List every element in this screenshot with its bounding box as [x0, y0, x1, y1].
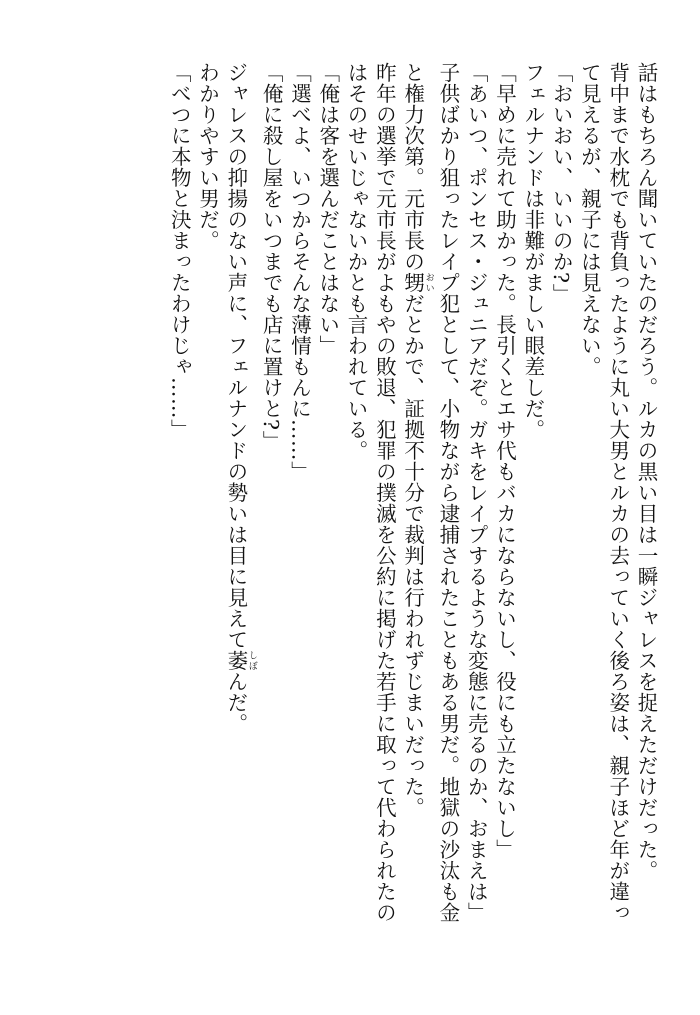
text-line-13: 「選べよ、いつからそんな薄情もんに……」: [287, 62, 312, 482]
text-line-11: はそのせいじゃないかとも言われている。: [344, 62, 369, 461]
text-line-8: 子供ばかり狙ったレイプ犯として、小物ながら逮捕されたこともある男だ。地獄の沙汰も金: [435, 62, 460, 923]
vertical-text-block: [165, 62, 660, 962]
ruby-shibo-base: 萎: [223, 650, 248, 671]
text-line-15-start: ジャレスの抑揚のない声に、フェルナンドの勢いは目に見えて: [223, 62, 248, 650]
ruby-shibo: [223, 650, 257, 671]
text-line-10: 昨年の選挙で元市長がよもやの敗退、犯罪の撲滅を公約に掲げた若手に取って代わられたの: [372, 62, 397, 923]
text-line-15: [222, 62, 257, 962]
ruby-oi-reading: おい: [423, 272, 434, 293]
ruby-oi-base: 甥: [400, 272, 425, 293]
text-line-9-end: だとかで、証拠不十分で裁判は行われずじまいだった。: [400, 293, 425, 818]
text-line-9-start: と権力次第。元市長の: [400, 62, 425, 272]
text-line-6: 「早めに売れて助かった。長引くとエサ代もバカにならないし、役にも立たないし」: [492, 62, 517, 860]
text-line-1: 話はもちろん聞いていたのだろう。ルカの黒い目は一瞬ジャレスを捉えただけだった。: [634, 62, 658, 881]
text-line-15-end: んだ。: [223, 671, 248, 734]
text-line-2: 背中まで水枕でも背負ったように丸い大男とルカの去っていく後ろ姿は、親子ほど年が違っ: [605, 62, 630, 923]
text-line-5: フェルナンドは非難がましい眼差しだ。: [520, 62, 545, 440]
ruby-shibo-reading: しぼ: [246, 650, 257, 671]
text-line-14: 「俺に殺し屋をいつまでも店に置けと?」: [259, 62, 284, 452]
text-line-3: て見えるが、親子には見えない。: [577, 62, 602, 377]
ruby-oi: [400, 272, 434, 293]
text-line-17: 「べつに本物と決まったわけじゃ……」: [167, 62, 192, 440]
text-line-12: 「俺は客を選んだことはない」: [315, 62, 340, 356]
text-line-7: 「あいつ、ポンセス・ジュニアだぞ。ガキをレイプするような変態に売るのか、おまえは」: [464, 62, 489, 923]
text-line-9: [398, 62, 433, 962]
text-line-4: 「おいおい、いいのか?」: [549, 62, 574, 305]
text-line-16: わかりやすい男だ。: [195, 62, 220, 251]
